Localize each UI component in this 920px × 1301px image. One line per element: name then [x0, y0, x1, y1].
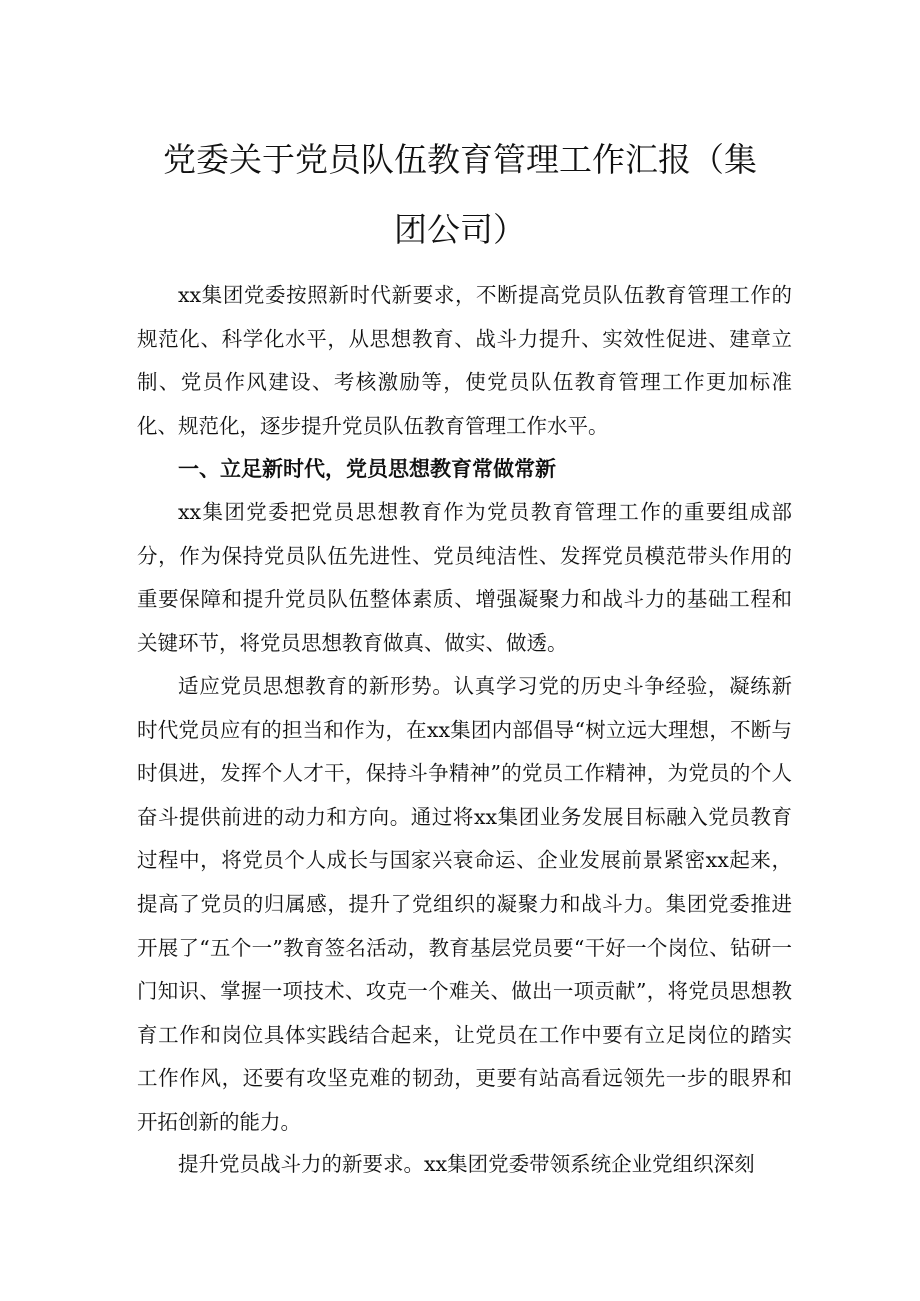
intro-paragraph: xx集团党委按照新时代新要求，不断提高党员队伍教育管理工作的规范化、科学化水平，从思想教育、战斗力提升、实效性促进、建章立制、党员作风建设、考核激励等，使党员队伍教育管理工作更加标准化、规范化，逐步提升党员队伍教育管理工作水平。: [137, 283, 792, 438]
document-title-line-2: 团公司）: [394, 210, 526, 249]
section-1-paragraph-1: xx集团党委把党员思想教育作为党员教育管理工作的重要组成部分，作为保持党员队伍先进性、党员纯洁性、发挥党员模范带头作用的重要保障和提升党员队伍整体素质、增强凝聚力和战斗力的基础工程和关键环节，将党员思想教育做真、做实、做透。: [137, 500, 792, 655]
section-1-paragraph-2: 适应党员思想教育的新形势。认真学习党的历史斗争经验，凝练新时代党员应有的担当和作为，在xx集团内部倡导“树立远大理想，不断与时俱进，发挥个人才干，保持斗争精神”的党员工作精神，为党员的个人奋斗提供前进的动力和方向。通过将xx集团业务发展目标融入党员教育过程中，将党员个人成长与国家兴衰命运、企业发展前景紧密xx起来，提高了党员的归属感，提升了党组织的凝聚力和战斗力。集团党委推进开展了“五个一”教育签名活动，教育基层党员要“干好一个岗位、钻研一门知识、掌握一项技术、攻克一个难关、做出一项贡献”，将党员思想教育工作和岗位具体实践结合起来，让党员在工作中要有立足岗位的踏实工作作风，还要有攻坚克难的韧劲，更要有站高看远领先一步的眼界和开拓创新的能力。: [137, 674, 792, 1134]
document-title-line-1: 党委关于党员队伍教育管理工作汇报（集: [163, 140, 757, 179]
section-1-paragraph-3: 提升党员战斗力的新要求。xx集团党委带领系统企业党组织深刻: [178, 1152, 755, 1176]
section-1-heading: 一、立足新时代，党员思想教育常做常新: [178, 457, 556, 481]
